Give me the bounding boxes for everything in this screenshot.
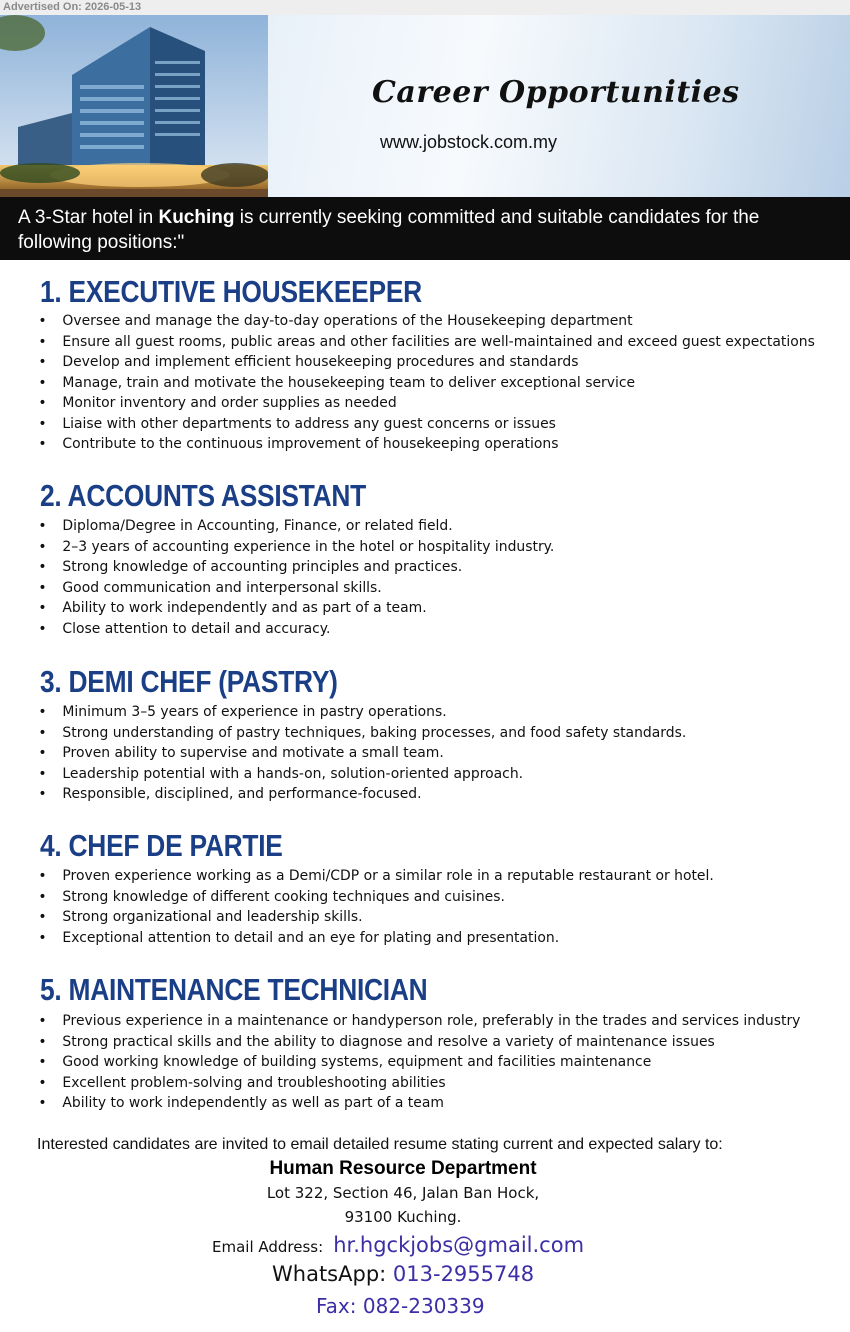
website-link[interactable]: www.jobstock.com.my [380,132,558,152]
list-item: • Strong organizational and leadership skills. [0,907,714,928]
list-item: • Leadership potential with a hands-on, solution-oriented approach. [0,764,686,785]
email-link[interactable]: hr.hgckjobs@gmail.com [333,1233,585,1257]
intro-text-after: is currently seeking committed and suitable candidates for the following positions:" [18,207,760,253]
list-item: • Liaise with other departments to address any guest concerns or issues [0,414,815,435]
address-line-2: 93100 Kuching. [344,1208,462,1226]
job-title-maintenance-technician: 5. MAINTENANCE TECHNICIAN [40,972,428,1007]
list-item: • Excellent problem-solving and troubleshooting abilities [0,1073,800,1094]
list-item: • Oversee and manage the day-to-day operations of the Housekeeping department [0,311,815,332]
whatsapp-label: WhatsApp: [272,1262,393,1286]
list-item: • Proven experience working as a Demi/CDP or a similar role in a reputable restaurant or hotel. [0,866,714,887]
list-item: • Diploma/Degree in Accounting, Finance, or related field. [0,516,554,537]
list-item: • Ability to work independently as well as part of a team [0,1093,800,1114]
job-list-maintenance-technician [0,1011,834,1114]
job-list-executive-housekeeper [0,311,849,455]
list-item: • Good communication and interpersonal skills. [0,578,554,599]
list-item: • Responsible, disciplined, and performance-focused. [0,784,686,805]
list-item: • Develop and implement efficient housekeeping procedures and standards [0,352,815,373]
job-title-executive-housekeeper: 1. EXECUTIVE HOUSEKEEPER [40,274,422,309]
job-list-demi-chef-pastry [0,702,715,805]
hotel-building-image [0,15,268,197]
hr-department-name: Human Resource Department [269,1158,537,1179]
list-item: • Strong understanding of pastry techniques, baking processes, and food safety standards. [0,723,686,744]
list-item: • Monitor inventory and order supplies as needed [0,393,815,414]
list-item: • Strong knowledge of accounting principles and practices. [0,557,554,578]
address-line-1: Lot 322, Section 46, Jalan Ban Hock, [266,1184,540,1202]
job-list-chef-de-partie [0,866,744,948]
list-item: • Minimum 3–5 years of experience in pastry operations. [0,702,686,723]
fax-number: Fax: 082-230339 [316,1294,485,1318]
job-list-accounts-assistant [0,516,577,639]
advertised-date: Advertised On: 2026-05-13 [3,1,142,13]
advertised-date-bar [0,0,850,16]
list-item: • Previous experience in a maintenance or handyperson role, preferably in the trades and services industry [0,1011,800,1032]
list-item: • Good working knowledge of building systems, equipment and facilities maintenance [0,1052,800,1073]
list-item: • Strong knowledge of different cooking techniques and cuisines. [0,887,714,908]
job-title-demi-chef-pastry: 3. DEMI CHEF (PASTRY) [40,664,338,699]
email-label: Email Address: [212,1238,324,1256]
list-item: • Ensure all guest rooms, public areas and other facilities are well-maintained and exceed guest expectations [0,332,815,353]
career-opportunities-heading: Career Opportunities [372,75,740,110]
list-item: • Manage, train and motivate the housekeeping team to deliver exceptional service [0,373,815,394]
intro-banner [0,197,850,260]
list-item: • Exceptional attention to detail and an eye for plating and presentation. [0,928,714,949]
intro-city: Kuching [158,207,235,228]
email-row [212,1233,584,1257]
header-banner [0,15,850,197]
list-item: • 2–3 years of accounting experience in the hotel or hospitality industry. [0,537,554,558]
job-title-chef-de-partie: 4. CHEF DE PARTIE [40,828,283,863]
contact-intro-text: Interested candidates are invited to email detailed resume stating current and expected salary to: [37,1136,723,1153]
intro-text-before: A 3-Star hotel in [18,207,159,228]
list-item: • Close attention to detail and accuracy. [0,619,554,640]
job-title-accounts-assistant: 2. ACCOUNTS ASSISTANT [40,478,367,513]
whatsapp-row [272,1262,534,1286]
list-item: • Proven ability to supervise and motivate a small team. [0,743,686,764]
list-item: • Strong practical skills and the ability to diagnose and resolve a variety of maintenance issues [0,1032,800,1053]
list-item: • Contribute to the continuous improvement of housekeeping operations [0,434,815,455]
whatsapp-number[interactable]: 013-2955748 [392,1262,535,1286]
list-item: • Ability to work independently and as part of a team. [0,598,554,619]
